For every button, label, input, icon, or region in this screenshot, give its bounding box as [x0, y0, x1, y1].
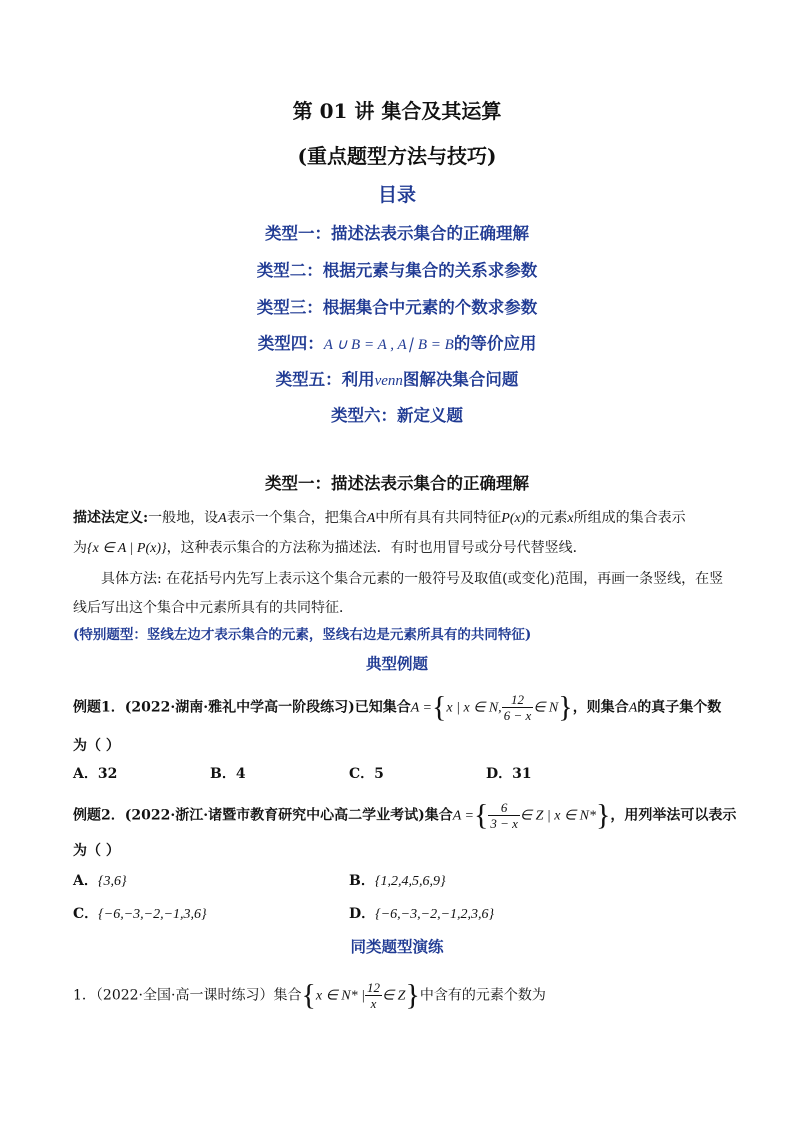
toc-item-6[interactable]: 类型六：新定义题 [331, 406, 463, 425]
example-1-text-b: ，则集合 [572, 699, 629, 716]
example-2-text-a: 集合 [424, 807, 453, 824]
option-value: {3,6} [97, 874, 127, 889]
example-1-text-a: 已知集合 [354, 699, 411, 716]
math-symbol: P(x) [501, 511, 526, 526]
example-1-option-b[interactable]: B．4 [210, 766, 246, 782]
option-value: {−6,−3,−2,−1,2,3,6} [375, 907, 495, 922]
example-1-label: 例题1． [73, 699, 125, 716]
example-2-option-a[interactable] [73, 870, 127, 890]
definition-text-c: 中所有具有共同特征 [375, 510, 502, 526]
practice-1-set-tail: ∈ Z [381, 988, 406, 1004]
toc-item-3[interactable]: 类型三：根据集合中元素的个数求参数 [256, 298, 538, 317]
examples-heading: 典型例题 [365, 654, 428, 673]
math-symbol: A [218, 511, 227, 526]
left-brace-icon: { [473, 798, 489, 832]
math-symbol: x [567, 511, 574, 526]
math-symbol: A [366, 511, 376, 526]
definition-line-2 [73, 537, 723, 557]
practice-1-fraction [365, 980, 382, 1011]
method-line-2: 线后写出这个集合中元素所具有的共同特征． [73, 600, 353, 616]
toc-item-4-suffix: 的等价应用 [453, 334, 537, 353]
example-2-stem [73, 798, 737, 832]
fraction-numerator: 12 [502, 692, 534, 708]
option-letter: D． [349, 906, 376, 922]
definition-text-b: 表示一个集合，把集合 [226, 510, 367, 526]
example-2-set-lhs: A = [452, 808, 474, 824]
math-set-expression: {x ∈ A | P(x)} [87, 541, 167, 556]
fraction-numerator: 12 [366, 980, 380, 995]
right-brace-icon: } [405, 978, 420, 1012]
option-value: {1,2,4,5,6,9} [374, 874, 446, 889]
fraction-numerator: 6 [488, 800, 520, 816]
example-2-set-mid: ∈ Z | x ∈ N* [519, 808, 596, 824]
example-1-option-d[interactable]: D．31 [486, 766, 532, 782]
definition-text-d: 的元素 [525, 510, 568, 526]
toc-item-2[interactable]: 类型二：根据元素与集合的关系求参数 [256, 261, 538, 280]
toc-item-4[interactable] [0, 330, 794, 354]
math-symbol: A [628, 700, 638, 716]
right-brace-icon: } [596, 798, 611, 832]
example-2-source: (2022·浙江·诸暨市教育研究中心高二学业考试) [124, 807, 425, 824]
fraction-denominator: 6 − x [503, 708, 532, 723]
practice-1-text-b: 中含有的元素个数为 [419, 987, 546, 1004]
example-1-option-a[interactable]: A．32 [73, 766, 118, 782]
example-1-set-lhs: A = [410, 700, 432, 716]
example-1-source: (2022·湖南·雅礼中学高一阶段练习) [124, 699, 355, 716]
option-letter: C． [73, 906, 99, 922]
option-letter: A． [73, 873, 98, 889]
left-brace-icon: { [301, 978, 316, 1012]
toc-item-5-math: venn [374, 373, 403, 389]
example-1-set-inner: x | x ∈ N, [446, 700, 502, 716]
practice-heading: 同类题型演练 [350, 937, 444, 956]
example-2-option-d[interactable] [349, 903, 494, 923]
example-2-option-c[interactable] [73, 903, 207, 923]
section-title: 类型一：描述法表示集合的正确理解 [265, 474, 529, 493]
toc-item-4-label: 类型四： [257, 334, 324, 353]
example-1-fraction [502, 692, 534, 723]
example-1-option-c[interactable]: C．5 [349, 766, 384, 782]
example-1-stem [73, 692, 723, 723]
definition-text-f: 为 [73, 540, 87, 556]
fraction-denominator: 3 − x [490, 816, 518, 831]
definition-line-1 [73, 507, 723, 527]
page-subtitle: (重点题型方法与技巧) [297, 144, 497, 168]
toc-item-5[interactable] [0, 366, 794, 390]
practice-1-set-inner: x ∈ N* | [315, 988, 365, 1004]
right-brace-icon: } [558, 690, 573, 724]
toc-heading: 目录 [377, 184, 416, 206]
example-2-text-b: ，用列举法可以表示 [610, 807, 737, 824]
option-letter: B． [349, 873, 375, 889]
page-title: 第 01 讲 集合及其运算 [292, 99, 502, 123]
practice-1-stem [73, 980, 723, 1011]
example-1-stem-end: 为（ ） [73, 738, 120, 754]
method-line-1: 具体方法: 在花括号内先写上表示这个集合元素的一般符号及取值(或变化)范围，再画一条竖线，在竖 [101, 571, 724, 587]
definition-label: 描述法定义: [73, 510, 149, 526]
toc-item-1[interactable]: 类型一：描述法表示集合的正确理解 [265, 224, 529, 243]
practice-1-label: 1． [73, 987, 96, 1004]
toc-item-5-label: 类型五：利用 [275, 370, 375, 389]
practice-1-text-a: 集合 [273, 987, 302, 1004]
fraction-denominator: x [370, 996, 377, 1011]
example-2-fraction [488, 800, 520, 831]
special-note: (特别题型：竖线左边才表示集合的元素，竖线右边是元素所具有的共同特征) [73, 627, 532, 643]
toc-item-4-math: A ∪ B = A , A∣ B = B [323, 337, 454, 353]
practice-1-source: （2022·全国·高一课时练习） [95, 987, 274, 1004]
example-2-option-b[interactable] [349, 870, 446, 890]
example-1-text-c: 的真子集个数 [637, 699, 722, 716]
definition-text-e: 所组成的集合表示 [573, 510, 686, 526]
left-brace-icon: { [431, 690, 447, 724]
option-value: {−6,−3,−2,−1,3,6} [98, 907, 207, 922]
definition-text-g: ，这种表示集合的方法称为描述法．有时也用冒号或分号代替竖线． [166, 540, 587, 556]
example-2-label: 例题2． [73, 807, 125, 824]
definition-text-a: 一般地，设 [148, 510, 219, 526]
toc-item-5-suffix: 图解决集合问题 [402, 370, 519, 389]
example-1-set-tail: ∈ N [533, 700, 559, 716]
example-2-stem-end: 为（ ） [73, 843, 120, 859]
